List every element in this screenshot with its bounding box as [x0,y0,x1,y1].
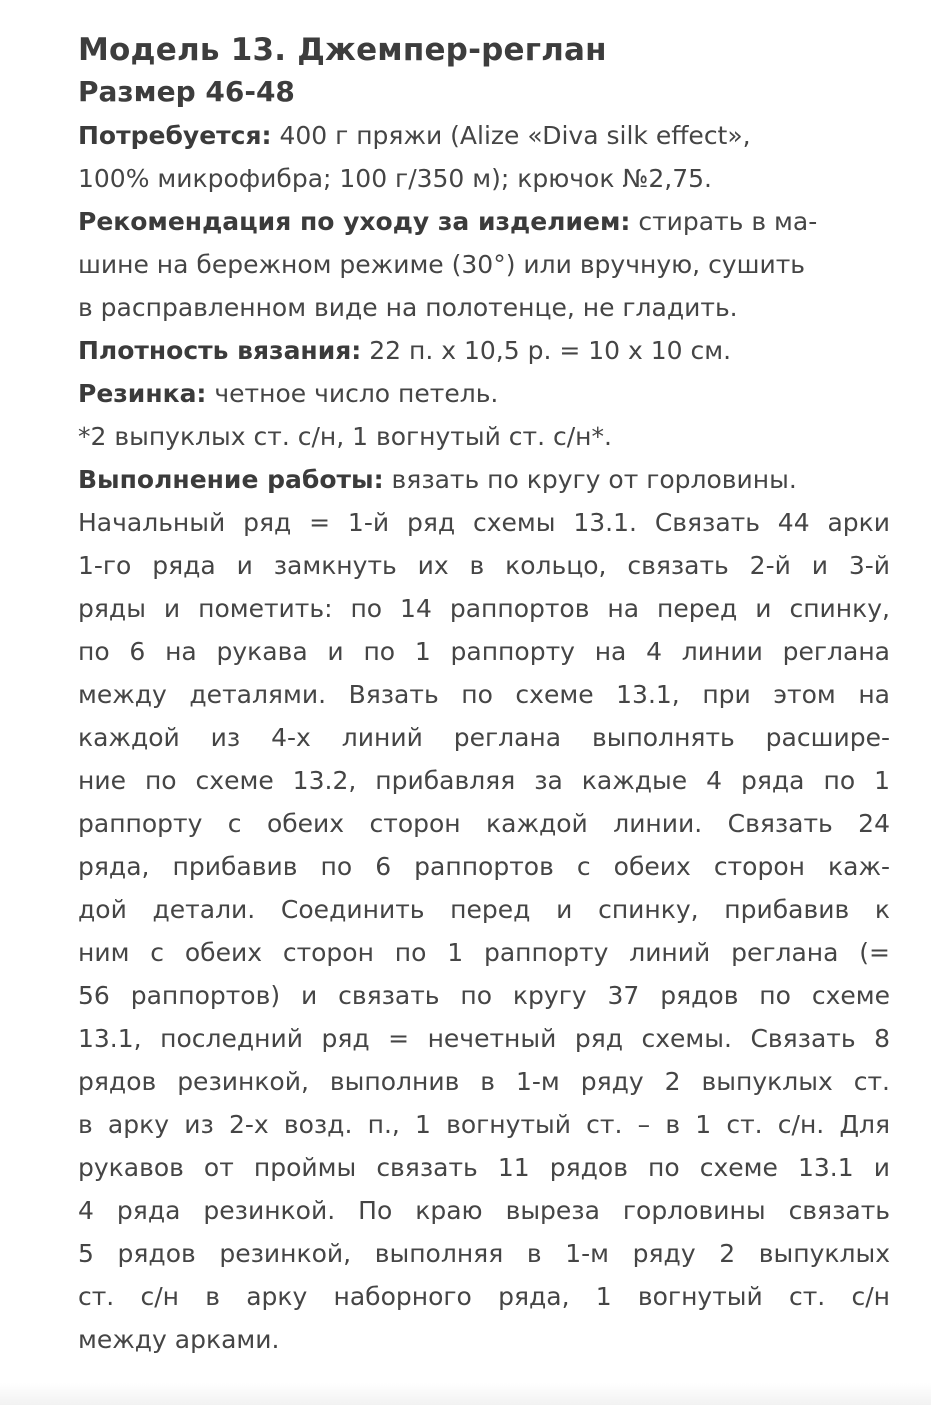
work-line: каждой из 4-х линий реглана выполнять расшире- [78,723,890,752]
gauge-label: Плотность вязания: [78,336,362,365]
work-line: ряда, прибавив по 6 раппортов с обеих сторон каж- [78,852,890,881]
rib-line-1 [78,372,890,415]
rib-label: Резинка: [78,379,207,408]
rib-section [78,372,890,458]
care-line-3: в расправленном виде на полотенце, не гладить. [78,293,738,322]
rib-text: четное число петель. [206,379,499,408]
materials-line-2: 100% микрофибра; 100 г/350 м); крючок №2,75. [78,164,712,193]
gauge-text: 22 п. х 10,5 р. = 10 х 10 см. [361,336,732,365]
work-section [78,458,890,1361]
care-label: Рекомендация по уходу за изделием: [78,207,631,236]
bottom-shade [0,1383,931,1405]
work-line: 1-го ряда и замкнуть их в кольцо, связать 2-й и 3-й [78,551,890,580]
work-line: 5 рядов резинкой, выполняя в 1-м ряду 2 выпуклых [78,1239,890,1268]
materials-text-1: 400 г пряжи (Alize «Diva silk effect», [271,121,751,150]
work-line: 13.1, последний ряд = нечетный ряд схемы. Связать 8 [78,1024,890,1053]
work-line: ние по схеме 13.2, прибавляя за каждые 4 ряда по 1 [78,766,890,795]
work-line: в арку из 2-х возд. п., 1 вогнутый ст. – в 1 ст. с/н. Для [78,1110,890,1139]
document-page [78,28,890,1361]
materials-section [78,114,890,200]
work-line: рядов резинкой, выполнив в 1-м ряду 2 выпуклых ст. [78,1067,890,1096]
work-text-first: вязать по кругу от горловины. [383,465,797,494]
gauge-section [78,329,890,372]
work-line: Начальный ряд = 1-й ряд схемы 13.1. Связать 44 арки [78,508,890,537]
work-line: раппорту с обеих сторон каждой линии. Связать 24 [78,809,890,838]
gauge-line [78,329,890,372]
work-line: ряды и пометить: по 14 раппортов на перед и спинку, [78,594,890,623]
work-line: между деталями. Вязать по схеме 13.1, при этом на [78,680,890,709]
care-line-2: шине на бережном режиме (30°) или вручную, сушить [78,250,806,279]
materials-label: Потребуется: [78,121,272,150]
work-line: ст. с/н в арку наборного ряда, 1 вогнутый ст. с/н [78,1282,890,1311]
work-line: 4 ряда резинкой. По краю выреза горловины связать [78,1196,890,1225]
page-title: Модель 13. Джемпер-реглан [78,32,607,68]
materials-line-1 [78,114,890,157]
work-line: рукавов от проймы связать 11 рядов по схеме 13.1 и [78,1153,890,1182]
work-line: между арками. [78,1325,280,1354]
work-line: 56 раппортов) и связать по кругу 37 рядов по схеме [78,981,890,1010]
work-line-0 [78,458,890,501]
work-label: Выполнение работы: [78,465,384,494]
work-line: ним с обеих сторон по 1 раппорту линий реглана (= [78,938,890,967]
care-section [78,200,890,329]
work-line: дой детали. Соединить перед и спинку, прибавив к [78,895,890,924]
rib-line-2: *2 выпуклых ст. с/н, 1 вогнутый ст. с/н*. [78,422,612,451]
care-line-1 [78,200,890,243]
size-heading: Размер 46-48 [78,75,295,108]
work-line: по 6 на рукава и по 1 раппорту на 4 линии реглана [78,637,890,666]
care-text-1: стирать в ма- [630,207,818,236]
